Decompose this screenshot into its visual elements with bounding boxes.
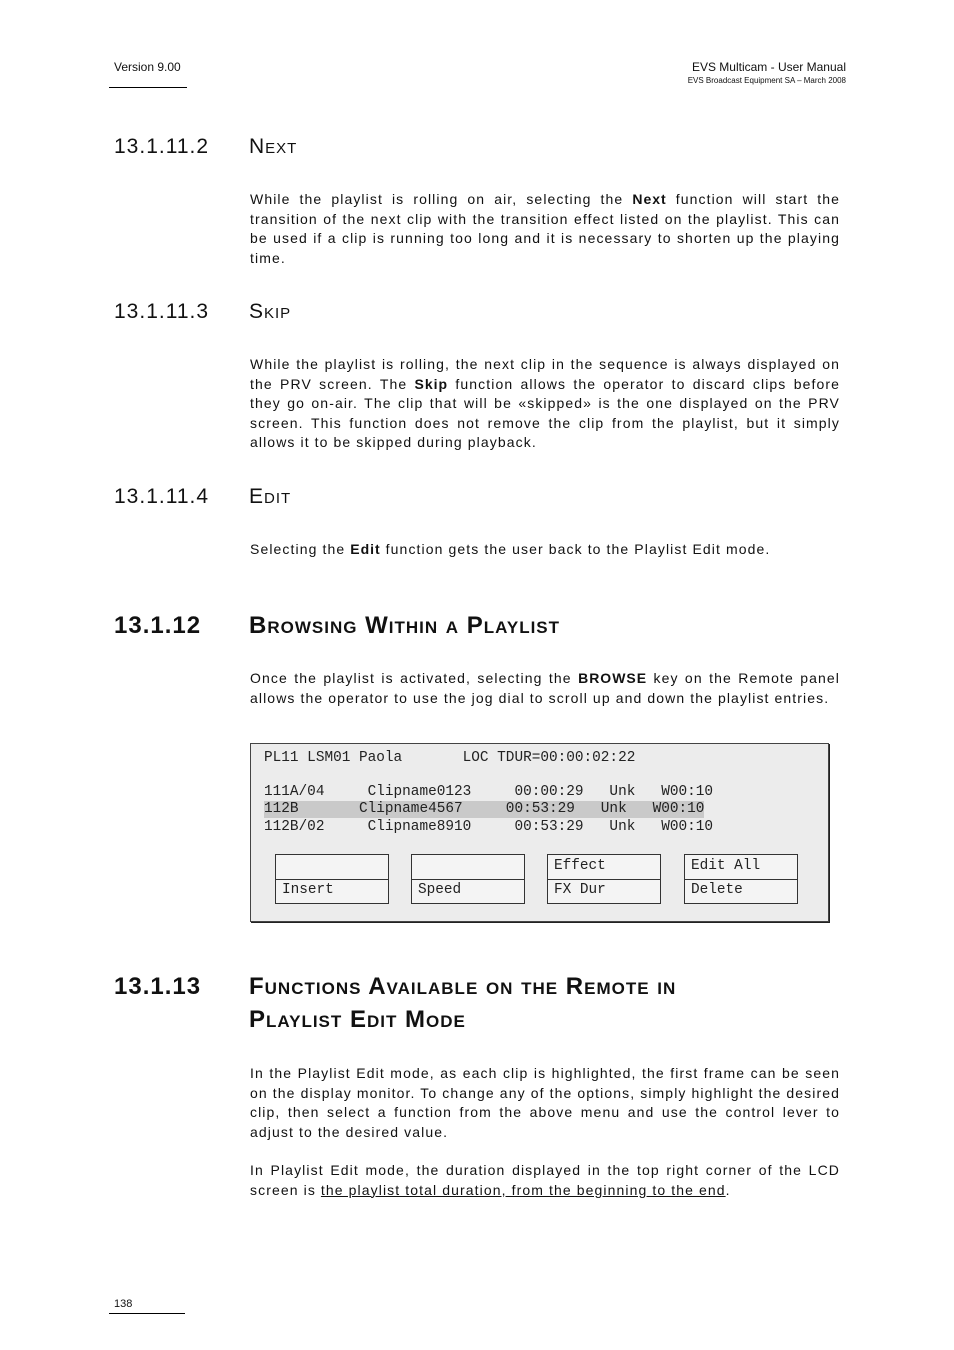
heading-title xyxy=(249,970,676,1036)
header-right xyxy=(688,60,846,88)
header-title: EVS Multicam - User Manual xyxy=(691,60,846,74)
lcd-row[interactable]: 112B/02 Clipname8910 00:53:29 Unk W00:10 xyxy=(264,819,714,835)
heading-title-line: Playlist Edit Mode xyxy=(249,1006,466,1033)
heading-number: 13.1.13 xyxy=(114,973,202,1000)
lcd-header-line: PL11 LSM01 Paola LOC TDUR=00:00:02:22 xyxy=(264,750,636,766)
heading-number: 13.1.12 xyxy=(114,612,202,639)
lcd-button-edit-all[interactable] xyxy=(684,854,798,904)
lcd-row[interactable]: 111A/04 Clipname0123 00:00:29 Unk W00:10 xyxy=(264,784,714,800)
lcd-button-effect[interactable] xyxy=(547,854,661,904)
heading-title: Browsing Within a Playlist xyxy=(249,612,561,639)
text: key on the Remote panel allows the operator to use the jog dial to scroll up and down the playlist entries. xyxy=(250,670,841,706)
paragraph-browsing xyxy=(250,669,840,708)
lcd-screen xyxy=(250,743,829,922)
paragraph-functions-1: In the Playlist Edit mode, as each clip is highlighted, the first frame can be seen on the display monitor. To change any of the options, simply highlight the desired clip, then select a function from the above menu and use the control lever to adjust to the desired value. xyxy=(250,1065,840,1140)
paragraph-skip xyxy=(250,355,840,453)
heading-browsing xyxy=(114,609,560,642)
text: function allows the operator to discard clips before they go on-air. The clip that will be «skipped» is the one displayed on the PRV screen. This function does not remove the clip from the playlist, but it simply allows it to be skipped during playback. xyxy=(250,375,840,451)
text: In Playlist Edit mode, the duration displayed in the top right corner of the LCD screen is xyxy=(250,1162,840,1198)
heading-functions xyxy=(114,970,676,1036)
heading-next xyxy=(114,135,297,159)
header-subtitle: EVS Broadcast Equipment SA – March 2008 xyxy=(687,76,846,85)
bold-keyword: Edit xyxy=(350,541,381,557)
text: . xyxy=(725,1181,731,1198)
lcd-button-bottom-label: Delete xyxy=(691,882,743,898)
underlined-text: the playlist total duration, from the beginning to the end xyxy=(320,1181,726,1198)
lcd-button-bottom-label: Insert xyxy=(282,882,334,898)
lcd-row-highlighted[interactable]: 112B Clipname4567 00:53:29 Unk W00:10 xyxy=(264,801,705,817)
heading-skip xyxy=(114,300,291,324)
page-number: 138 xyxy=(114,1298,133,1310)
paragraph-edit xyxy=(250,540,840,560)
lcd-button-bottom-label: FX Dur xyxy=(554,882,606,898)
heading-title: Edit xyxy=(249,485,292,508)
text: Selecting the xyxy=(250,541,351,557)
heading-number: 13.1.11.3 xyxy=(114,300,210,323)
footer-rule xyxy=(109,1313,185,1314)
bold-keyword: Skip xyxy=(414,375,449,392)
heading-title-line: Functions Available on the Remote in xyxy=(249,973,677,1000)
text: function will start the transition of the next clip with the transition effect listed on the playlist. This can be used if a clip is running too long and it is necessary to shorten up the playing time. xyxy=(250,191,840,266)
heading-edit xyxy=(114,485,291,509)
paragraph-functions-2 xyxy=(250,1161,840,1200)
heading-number: 13.1.11.2 xyxy=(114,135,210,158)
lcd-button-top-label xyxy=(412,855,524,880)
heading-number: 13.1.11.4 xyxy=(114,485,210,508)
lcd-button-insert[interactable] xyxy=(275,854,389,904)
paragraph-next xyxy=(250,190,840,268)
bold-keyword: BROWSE xyxy=(578,670,648,686)
header-left-rule xyxy=(109,87,187,88)
lcd-button-speed[interactable] xyxy=(411,854,525,904)
text: Once the playlist is activated, selecting the xyxy=(250,670,579,686)
text: While the playlist is rolling, the next clip in the sequence is always displayed on the PRV screen. The xyxy=(250,356,840,392)
lcd-button-top-label: Edit All xyxy=(685,855,797,880)
text: While the playlist is rolling on air, selecting the xyxy=(250,191,633,207)
heading-title: Next xyxy=(249,135,298,158)
lcd-button-bottom-label: Speed xyxy=(418,882,462,898)
text: function gets the user back to the Playlist Edit mode. xyxy=(380,541,771,557)
lcd-button-top-label: Effect xyxy=(548,855,660,880)
bold-keyword: Next xyxy=(632,191,667,207)
heading-title: Skip xyxy=(249,300,292,323)
header-version: Version 9.00 xyxy=(114,60,181,74)
lcd-button-top-label xyxy=(276,855,388,880)
